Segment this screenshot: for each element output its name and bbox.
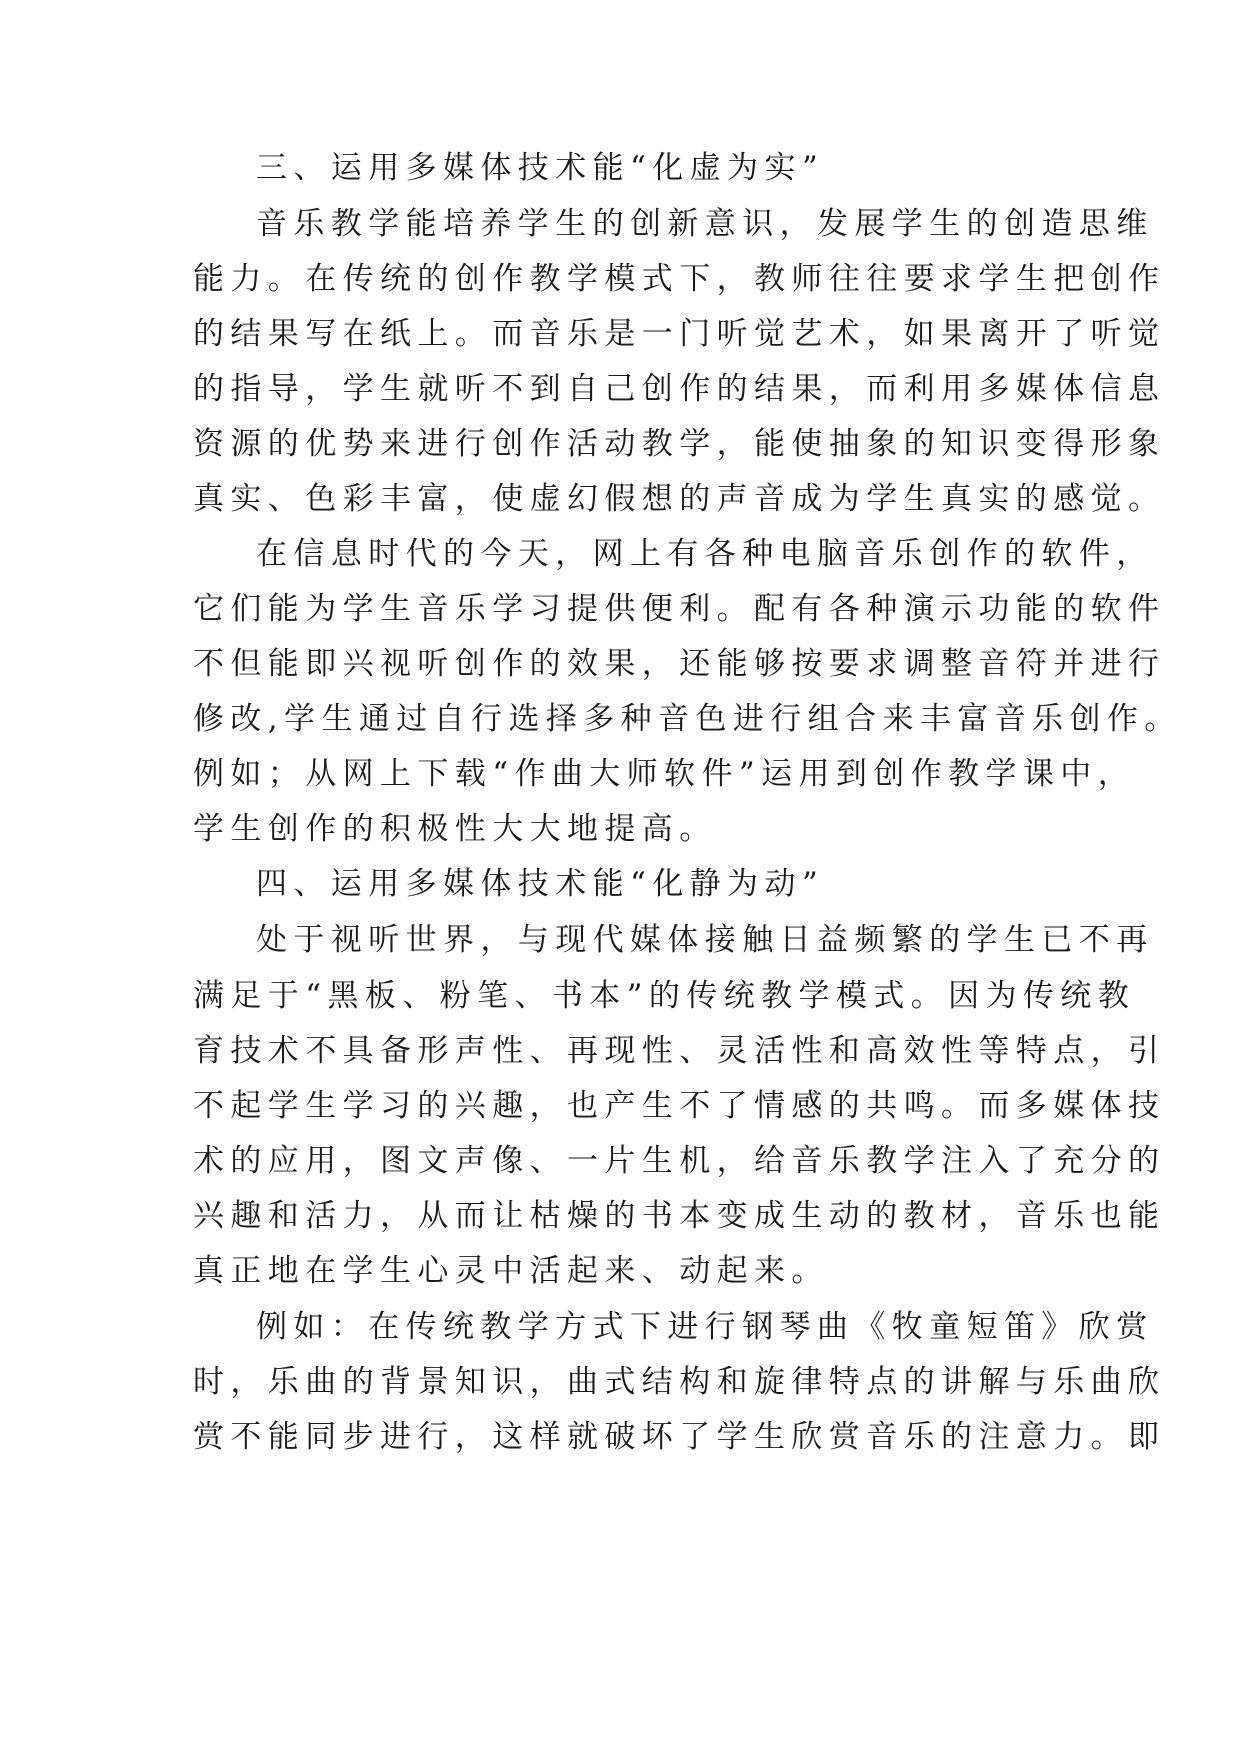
paragraph-line: 修改,学生通过自行选择多种音色进行组合来丰富音乐创作。 (193, 701, 1182, 737)
paragraph-line: 资源的优势来进行创作活动教学，能使抽象的知识变得形象 (193, 426, 1166, 462)
section-heading-4: 四、运用多媒体技术能“化静为动” (256, 866, 825, 902)
paragraph-line: 真实、色彩丰富，使虚幻假想的声音成为学生真实的感觉。 (193, 481, 1166, 517)
paragraph-line: 它们能为学生音乐学习提供便利。配有各种演示功能的软件 (193, 591, 1166, 627)
paragraph-line: 处于视听世界，与现代媒体接触日益频繁的学生已不再 (256, 922, 1154, 958)
paragraph-line: 的指导，学生就听不到自己创作的结果，而利用多媒体信息 (193, 371, 1166, 407)
paragraph-line: 不起学生学习的兴趣，也产生不了情感的共鸣。而多媒体技 (193, 1088, 1166, 1124)
paragraph-line: 术的应用，图文声像、一片生机，给音乐教学注入了充分的 (193, 1143, 1166, 1179)
paragraph-line: 兴趣和活力，从而让枯燥的书本变成生动的教材，音乐也能 (193, 1198, 1166, 1234)
paragraph-line: 不但能即兴视听创作的效果，还能够按要求调整音符并进行 (193, 646, 1166, 682)
paragraph-line: 音乐教学能培养学生的创新意识，发展学生的创造思维 (256, 206, 1154, 242)
paragraph-line: 满足于“黑板、粉笔、书本”的传统教学模式。因为传统教 (193, 978, 1136, 1014)
paragraph-line: 真正地在学生心灵中活起来、动起来。 (193, 1253, 829, 1289)
paragraph-line: 的结果写在纸上。而音乐是一门听觉艺术，如果离开了听觉 (193, 316, 1166, 352)
paragraph-line: 时，乐曲的背景知识，曲式结构和旋律特点的讲解与乐曲欣 (193, 1364, 1166, 1400)
section-heading-3: 三、运用多媒体技术能“化虚为实” (256, 150, 825, 186)
paragraph-line: 在信息时代的今天，网上有各种电脑音乐创作的软件， (256, 536, 1154, 572)
paragraph-line: 育技术不具备形声性、再现性、灵活性和高效性等特点，引 (193, 1033, 1166, 1069)
paragraph-line: 例如：在传统教学方式下进行钢琴曲《牧童短笛》欣赏 (256, 1309, 1154, 1345)
paragraph-line: 学生创作的积极性大大地提高。 (193, 811, 717, 847)
paragraph-line: 赏不能同步进行，这样就破坏了学生欣赏音乐的注意力。即 (193, 1419, 1166, 1455)
paragraph-line: 能力。在传统的创作教学模式下，教师往往要求学生把创作 (193, 261, 1166, 297)
paragraph-line: 例如；从网上下载“作曲大师软件”运用到创作教学课中， (193, 756, 1136, 792)
